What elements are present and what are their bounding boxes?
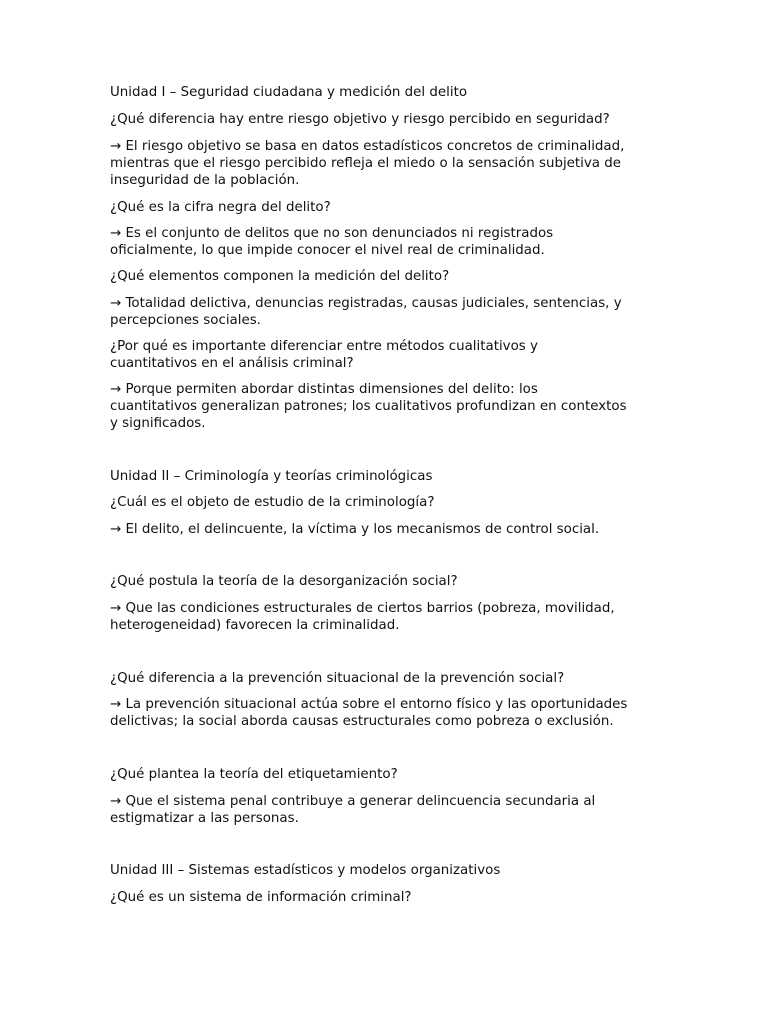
answer-line: mientras que el riesgo percibido refleja el miedo o la sensación subjetiva de: [110, 156, 621, 171]
answer-line: delictivas; la social aborda causas estructurales como pobreza o exclusión.: [110, 714, 614, 729]
unit-heading: Unidad II – Criminología y teorías criminológicas: [110, 469, 433, 484]
question: ¿Qué postula la teoría de la desorganización social?: [110, 574, 458, 589]
answer-line: → Porque permiten abordar distintas dimensiones del delito: los: [110, 382, 538, 397]
answer-line: y significados.: [110, 416, 206, 431]
unit-heading: Unidad III – Sistemas estadísticos y modelos organizativos: [110, 863, 501, 878]
question: ¿Qué es un sistema de información criminal?: [110, 890, 412, 905]
question: ¿Qué diferencia a la prevención situacional de la prevención social?: [110, 671, 565, 686]
question: cuantitativos en el análisis criminal?: [110, 356, 354, 371]
answer-line: oficialmente, lo que impide conocer el nivel real de criminalidad.: [110, 243, 545, 258]
question: ¿Qué elementos componen la medición del delito?: [110, 269, 450, 284]
question: ¿Qué diferencia hay entre riesgo objetivo y riesgo percibido en seguridad?: [110, 112, 610, 127]
answer-line: percepciones sociales.: [110, 313, 261, 328]
answer-line: → La prevención situacional actúa sobre el entorno físico y las oportunidades: [110, 697, 628, 712]
unit-heading: Unidad I – Seguridad ciudadana y medición del delito: [110, 85, 468, 100]
question: ¿Qué es la cifra negra del delito?: [110, 200, 331, 215]
answer-line: heterogeneidad) favorecen la criminalidad.: [110, 618, 400, 633]
question: ¿Qué plantea la teoría del etiquetamiento?: [110, 767, 398, 782]
answer-line: → Que el sistema penal contribuye a generar delincuencia secundaria al: [110, 794, 596, 809]
answer-line: cuantitativos generalizan patrones; los cualitativos profundizan en contextos: [110, 399, 627, 414]
question: ¿Cuál es el objeto de estudio de la criminología?: [110, 495, 435, 510]
answer-line: estigmatizar a las personas.: [110, 811, 299, 826]
answer-line: → El riesgo objetivo se basa en datos estadísticos concretos de criminalidad,: [110, 139, 625, 154]
answer-line: → Totalidad delictiva, denuncias registradas, causas judiciales, sentencias, y: [110, 296, 622, 311]
question: ¿Por qué es importante diferenciar entre métodos cualitativos y: [110, 339, 538, 354]
answer-line: → Que las condiciones estructurales de ciertos barrios (pobreza, movilidad,: [110, 601, 615, 616]
answer-line: → Es el conjunto de delitos que no son denunciados ni registrados: [110, 226, 554, 241]
answer-line: inseguridad de la población.: [110, 173, 300, 188]
answer-line: → El delito, el delincuente, la víctima y los mecanismos de control social.: [110, 522, 600, 537]
